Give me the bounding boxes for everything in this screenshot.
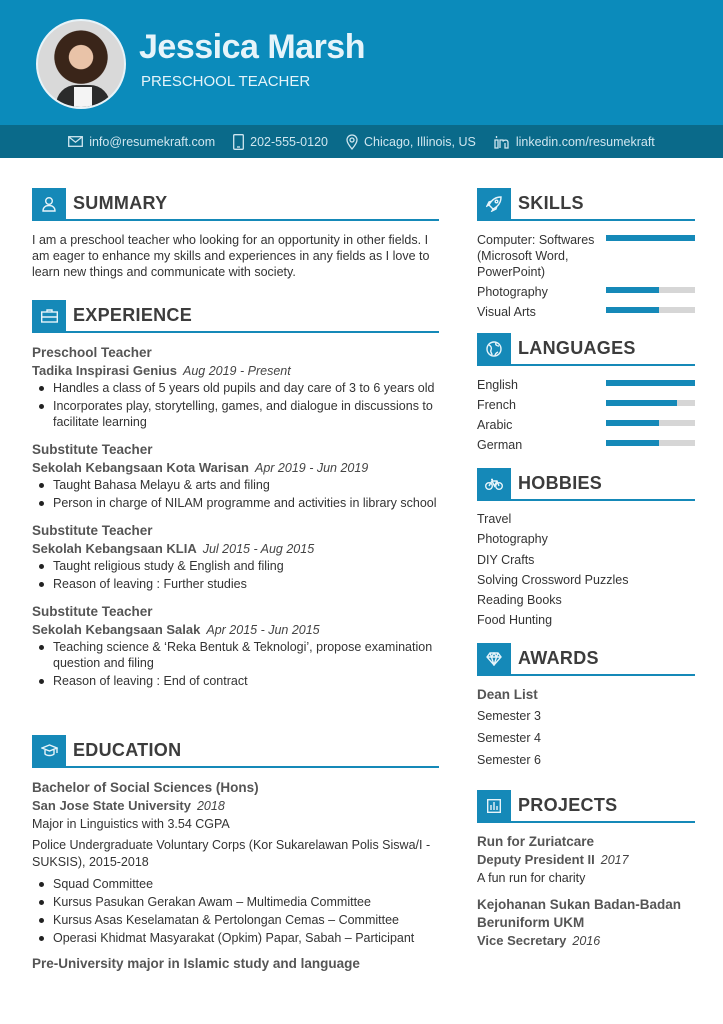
rocket-icon (486, 196, 502, 212)
level-bar (606, 420, 695, 426)
activities: Police Undergraduate Voluntary Corps (Kor Sukarelawan Polis Siswa/I - SUKSIS), 2015-2018 (32, 838, 431, 869)
level-bar (606, 287, 695, 293)
hobbies-section (477, 468, 695, 631)
level-bar (606, 380, 695, 386)
skills-label: Visual Arts (477, 305, 536, 319)
section-title: SUMMARY (73, 193, 168, 213)
project-role: Deputy President II 2017 (477, 852, 629, 867)
bullet: Taught Bahasa Melayu & arts and filing (37, 477, 439, 493)
project-name: Kejohanan Sukan Badan-Badan Beruniform UKM (477, 897, 682, 930)
education-bullets (37, 876, 439, 946)
job-title: Substitute Teacher (32, 604, 153, 619)
projects-section (477, 790, 695, 950)
section-header (32, 300, 439, 333)
award-item: Semester 3 (477, 709, 541, 723)
job-dates: Jul 2015 - Aug 2015 (202, 542, 315, 556)
level-fill (606, 287, 659, 293)
level-fill (606, 380, 695, 386)
company: Sekolah Kebangsaan Salak Apr 2015 - Jun 2015 (32, 622, 320, 637)
section-title: AWARDS (518, 648, 599, 668)
bullet: Reason of leaving : Further studies (37, 576, 439, 592)
bicycle-icon (485, 478, 503, 490)
email-icon (68, 136, 83, 147)
section-title: EXPERIENCE (73, 305, 193, 325)
award-item: Semester 6 (477, 753, 541, 767)
contact-linkedin[interactable]: linkedin.com/resumekraft (515, 134, 655, 149)
hobby-item: Travel (477, 512, 512, 526)
skills-label: Photography (477, 285, 548, 299)
languages-row (477, 437, 695, 453)
languages-label: Arabic (477, 418, 513, 432)
company: Sekolah Kebangsaan Kota Warisan Apr 2019 - Jun 2019 (32, 460, 369, 475)
section-title: SKILLS (518, 193, 584, 213)
profile-photo (36, 19, 126, 109)
bullet: Operasi Khidmat Masyarakat (Opkim) Papar, Sabah – Participant (37, 930, 439, 946)
languages-row (477, 397, 695, 413)
job-entry (32, 344, 439, 430)
bullet: Taught religious study & English and filing (37, 558, 439, 574)
section-title: HOBBIES (518, 473, 603, 493)
candidate-title: PRESCHOOL TEACHER (141, 73, 311, 90)
job-dates: Apr 2015 - Jun 2015 (206, 623, 320, 637)
section-header (477, 643, 695, 676)
degree: Bachelor of Social Sciences (Hons) (32, 780, 259, 795)
section-title: PROJECTS (518, 795, 618, 815)
section-header (32, 188, 439, 221)
pre-university: Pre-University major in Islamic study and language (32, 956, 360, 971)
hobby-item: DIY Crafts (477, 552, 535, 567)
project-role: Vice Secretary 2016 (477, 933, 601, 948)
diamond-icon (486, 652, 502, 666)
section-header (477, 333, 695, 366)
bullet: Person in charge of NILAM programme and activities in library school (37, 495, 439, 511)
project-year: 2017 (600, 853, 629, 867)
languages-row (477, 377, 695, 393)
hobby-item: Food Hunting (477, 613, 553, 628)
level-bar (606, 307, 695, 313)
contact-email[interactable]: info@resumekraft.com (89, 134, 216, 149)
bar-chart-icon (487, 799, 501, 813)
hobby-item: Reading Books (477, 593, 562, 608)
job-entry (32, 603, 439, 689)
section-title: EDUCATION (73, 740, 182, 760)
level-bar (606, 235, 695, 241)
level-fill (606, 440, 659, 446)
skills-row (477, 232, 695, 280)
job-dates: Apr 2019 - Jun 2019 (254, 461, 369, 475)
languages-label: French (477, 398, 516, 412)
graduation-cap-icon (41, 744, 58, 757)
level-fill (606, 420, 659, 426)
skills-section (477, 188, 695, 324)
skills-label: Computer: Softwares (Microsoft Word, PowerPoint) (477, 233, 595, 279)
section-header (32, 735, 439, 768)
phone-icon (233, 134, 244, 150)
linkedin-icon (494, 135, 510, 149)
section-title: LANGUAGES (518, 338, 636, 358)
company: Tadika Inspirasi Genius Aug 2019 - Present (32, 363, 291, 378)
hobby-item: Solving Crossword Puzzles (477, 572, 629, 587)
job-entry (32, 441, 439, 511)
school: San Jose State University 2018 (32, 798, 225, 813)
level-bar (606, 400, 695, 406)
briefcase-icon (41, 309, 58, 323)
bullet: Incorporates play, storytelling, games, and dialogue in discussions to facilitate learning (37, 398, 439, 430)
job-title: Substitute Teacher (32, 442, 153, 457)
hobby-item: Photography (477, 532, 548, 547)
summary-text: I am a preschool teacher who looking for an opportunity in other fields. I am eager to enhance my skills and experiences in any fields as I love to learn new things and communicate with society. (32, 233, 430, 279)
languages-label: English (477, 378, 518, 392)
bullet: Teaching science & ‘Reka Bentuk & Teknologi’, propose examination question and filing (37, 639, 439, 671)
contact-location: Chicago, Illinois, US (363, 134, 476, 149)
summary-section (32, 188, 439, 280)
candidate-name: Jessica Marsh (139, 28, 365, 66)
awards-section (477, 643, 695, 771)
section-header (477, 188, 695, 221)
job-title: Preschool Teacher (32, 345, 152, 360)
skills-row (477, 304, 695, 320)
bullet: Squad Committee (37, 876, 439, 892)
job-title: Substitute Teacher (32, 523, 153, 538)
header-banner (0, 0, 723, 125)
bullet: Handles a class of 5 years old pupils and day care of 3 to 6 years old (37, 380, 439, 396)
bullet: Kursus Asas Keselamatan & Pertolongan Cemas – Committee (37, 912, 439, 928)
award-item: Semester 4 (477, 731, 541, 745)
level-bar (606, 440, 695, 446)
level-fill (606, 400, 677, 406)
globe-icon (486, 341, 502, 357)
project-desc: A fun run for charity (477, 871, 586, 885)
bullet: Kursus Pasukan Gerakan Awam – Multimedia Committee (37, 894, 439, 910)
languages-label: German (477, 438, 523, 452)
company: Sekolah Kebangsaan KLIA Jul 2015 - Aug 2015 (32, 541, 315, 556)
languages-section (477, 333, 695, 457)
languages-row (477, 417, 695, 433)
project-year: 2016 (572, 934, 601, 948)
skills-row (477, 284, 695, 300)
bullet: Reason of leaving : End of contract (37, 673, 439, 689)
graduation-year: 2018 (196, 799, 225, 813)
experience-section (32, 300, 439, 691)
education-section (32, 735, 439, 973)
major: Major in Linguistics with 3.54 CGPA (32, 817, 230, 831)
contact-bar (0, 125, 723, 158)
section-header (477, 790, 695, 823)
level-fill (606, 307, 659, 313)
contact-phone: 202-555-0120 (250, 134, 328, 149)
user-icon (41, 196, 57, 212)
project-name: Run for Zuriatcare (477, 834, 595, 849)
section-header (477, 468, 695, 501)
job-dates: Aug 2019 - Present (182, 364, 291, 378)
job-entry (32, 522, 439, 592)
location-pin-icon (346, 134, 358, 150)
award-title: Dean List (477, 687, 538, 702)
level-fill (606, 235, 695, 241)
